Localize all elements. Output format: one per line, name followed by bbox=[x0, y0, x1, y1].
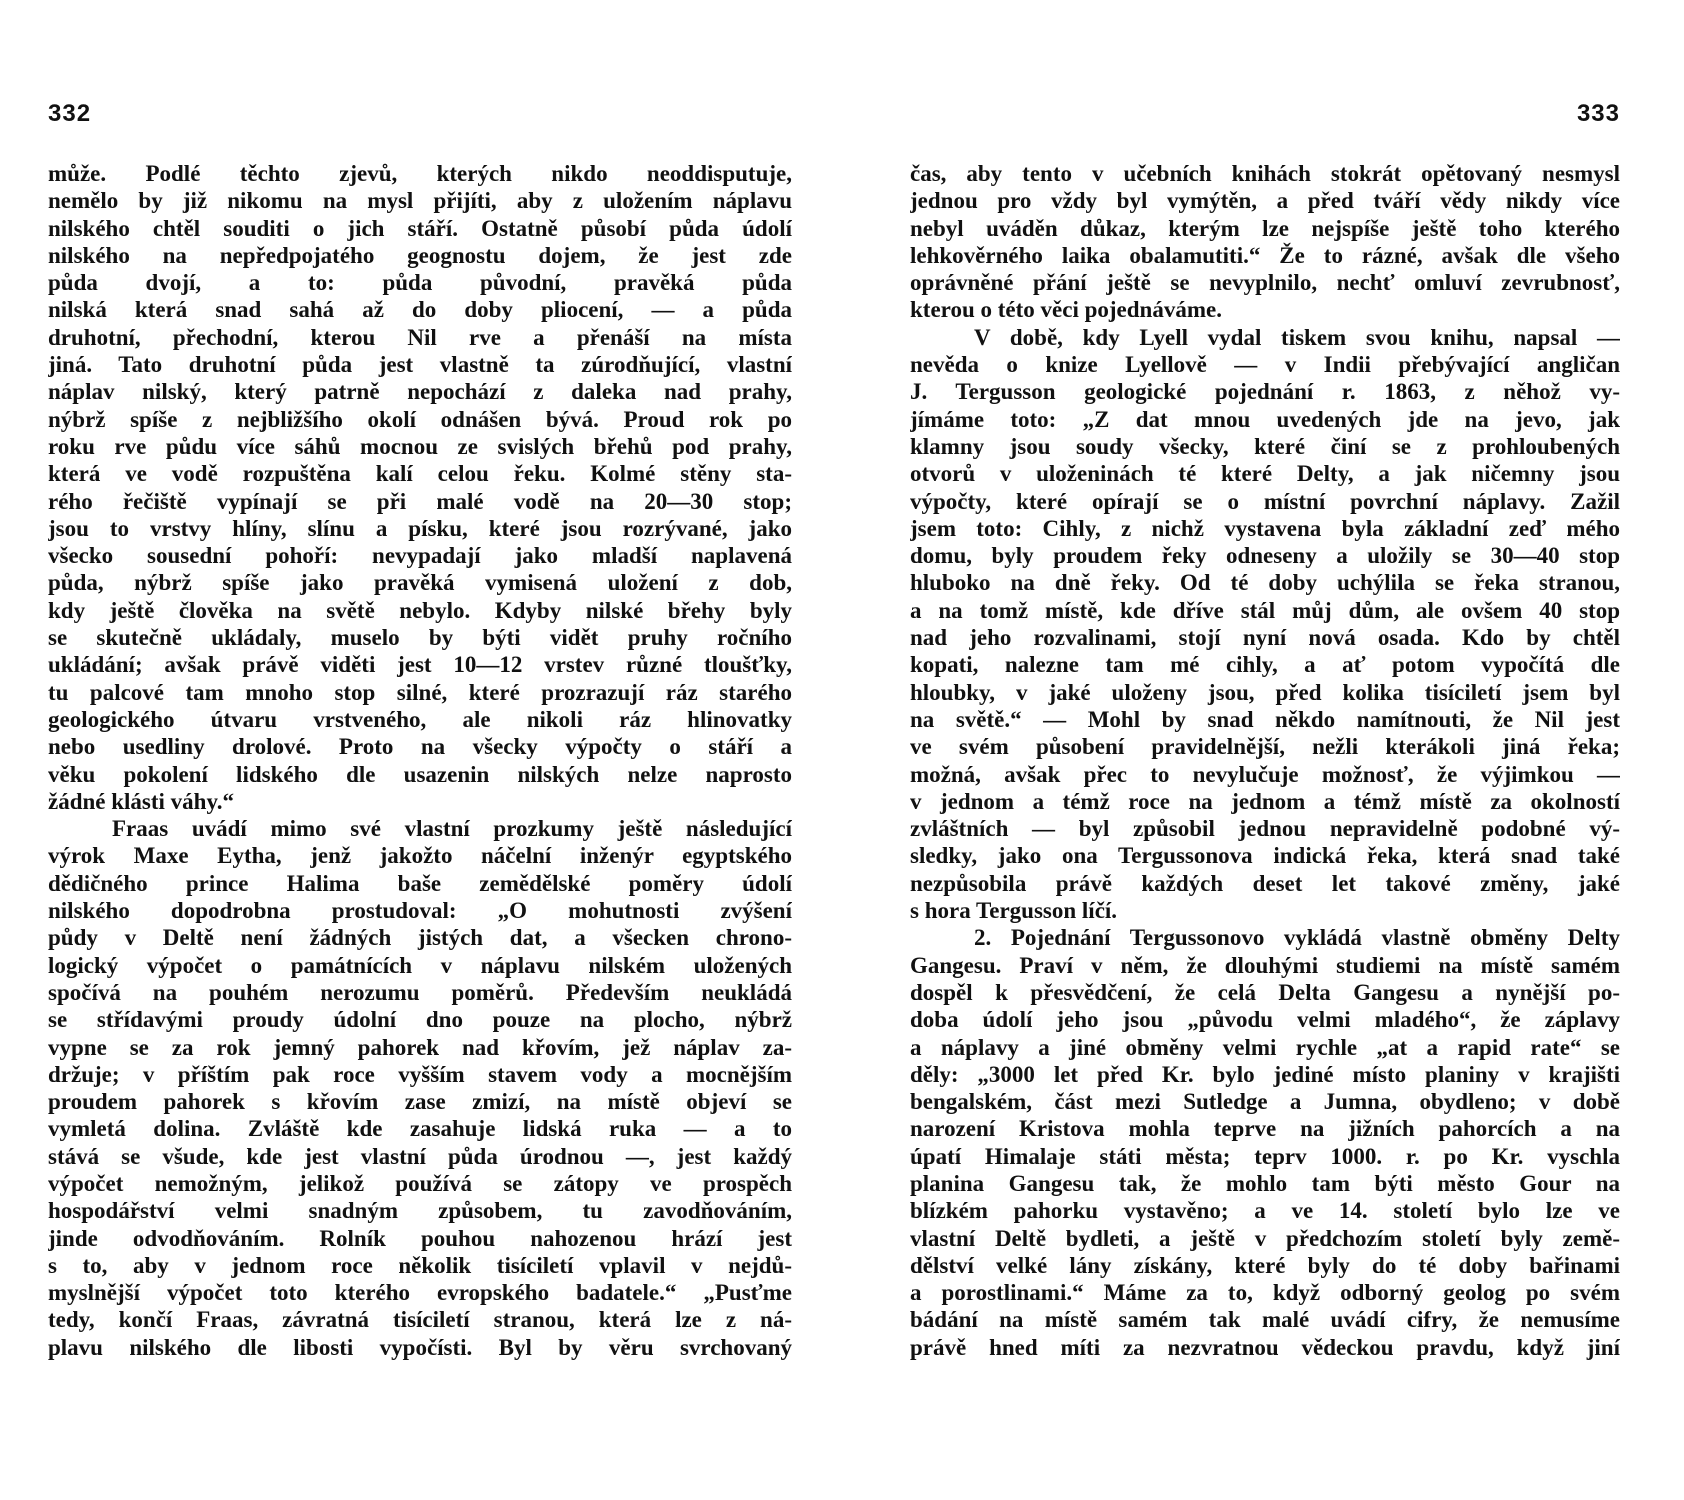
text-line: tu palcové tam mnoho stop silné, které prozrazují ráz starého bbox=[48, 679, 792, 705]
page-text bbox=[48, 160, 792, 1361]
text-line: půda dvojí, a to: půda původní, pravěká půda bbox=[48, 270, 792, 296]
text-line: jsou to vrstvy hlíny, slínu a písku, které jsou rozrývané, jako bbox=[48, 515, 792, 541]
text-line: tedy, končí Fraas, závratná tisíciletí stranou, která lze z ná- bbox=[48, 1307, 792, 1333]
text-line: nevěda o knize Lyellově — v Indii přebývající angličan bbox=[910, 352, 1620, 378]
text-line: V době, kdy Lyell vydal tiskem svou knihu, napsal — bbox=[974, 324, 1620, 350]
text-line: nemělo by již nikomu na mysl přijíti, aby z uložením náplavu bbox=[48, 188, 792, 214]
text-line: Fraas uvádí mimo své vlastní prozkumy ještě následující bbox=[112, 816, 792, 842]
text-line: hloubky, v jaké uloženy jsou, před kolika tisíciletí jsem byl bbox=[910, 679, 1620, 705]
text-line: a na tomž místě, kde dříve stál můj dům, ale ovšem 40 stop bbox=[910, 597, 1620, 623]
text-line: čas, aby tento v učebních knihách stokrát opětovaný nesmysl bbox=[910, 161, 1620, 186]
text-line: klamny jsou soudy všecky, které činí se z prohloubených bbox=[910, 433, 1620, 459]
text-line: s hora Tergusson líčí. bbox=[910, 898, 1118, 924]
text-line: ve svém působení pravidelnější, nežli kterákoli jiná řeka; bbox=[910, 734, 1620, 760]
text-line: bengalském, část mezi Sutledge a Jumna, obydleno; v době bbox=[910, 1089, 1620, 1115]
text-line: kdy ještě člověka na světě nebylo. Kdyby nilské břehy byly bbox=[48, 597, 792, 623]
text-line: roku rve půdu více sáhů mocnou ze svislých břehů pod prahy, bbox=[48, 433, 792, 459]
page-number: 333 bbox=[1576, 100, 1620, 127]
text-line: půda, nýbrž spíše jako pravěká vymisená uložení z dob, bbox=[48, 570, 792, 596]
text-line: ukládání; avšak právě viděti jest 10—12 vrstev různé tloušťky, bbox=[48, 652, 792, 678]
text-line: dělství velké lány získány, které byly do té doby bařinami bbox=[910, 1252, 1620, 1278]
text-line: nezpůsobila právě každých deset let takové změny, jaké bbox=[910, 870, 1620, 896]
text-line: která ve vodě rozpuštěna kalí celou řeku. Kolmé stěny sta- bbox=[48, 461, 792, 487]
text-line: nilského na nepředpojatého geognostu dojem, že jest zde bbox=[48, 242, 792, 268]
text-line: jímáme toto: „Z dat mnou uvedených jde na jevo, jak bbox=[910, 406, 1620, 432]
text-line: žádné klásti váhy.“ bbox=[48, 788, 234, 814]
text-line: myslnější výpočet toto kterého evropského badatele.“ „Pusťme bbox=[48, 1280, 792, 1306]
text-line: zvláštních — byl způsobil jednou nepravidelně podobné vý- bbox=[910, 816, 1620, 842]
text-line: jsem toto: Cihly, z nichž vystavena byla základní zeď mého bbox=[910, 515, 1620, 541]
text-line: nad jeho rozvalinami, stojí nyní nová osada. Kdo by chtěl bbox=[910, 625, 1620, 651]
text-line: děly: „3000 let před Kr. bylo jediné místo planiny v krajišti bbox=[910, 1061, 1620, 1087]
text-line: 2. Pojednání Tergussonovo vykládá vlastně obměny Delty bbox=[974, 925, 1620, 951]
text-line: blízkém pahorku vystavěno; a ve 14. století bylo lze ve bbox=[910, 1198, 1620, 1224]
text-line: držuje; v příštím pak roce vyšším stavem vody a mocnějším bbox=[48, 1061, 792, 1087]
text-line: spočívá na pouhém nerozumu poměrů. Především neukládá bbox=[48, 979, 792, 1005]
text-line: věku pokolení lidského dle usazenin nilských nelze naprosto bbox=[48, 761, 792, 787]
text-line: hluboko na dně řeky. Od té doby uchýlila se řeka stranou, bbox=[910, 570, 1620, 596]
text-line: geologického útvaru vrstveného, ale nikoli ráz hlinovatky bbox=[48, 706, 792, 732]
text-line: planina Gangesu tak, že mohlo tam býti město Gour na bbox=[910, 1170, 1620, 1196]
text-line: může. Podlé těchto zjevů, kterých nikdo neoddisputuje, bbox=[48, 161, 792, 186]
text-line: logický výpočet o památnících v náplavu nilském uložených bbox=[48, 952, 792, 978]
text-line: náplav nilský, který patrně nepochází z daleka nad prahy, bbox=[48, 379, 792, 405]
text-line: právě hned míti za nezvratnou vědeckou pravdu, když jiní bbox=[910, 1334, 1620, 1360]
text-line: výpočty, které opírají se o místní povrchní náplavy. Zažil bbox=[910, 488, 1620, 514]
text-line: dospěl k přesvědčení, že celá Delta Gangesu a nynější po- bbox=[910, 979, 1620, 1005]
text-line: nýbrž spíše z nejbližšího okolí odnášen bývá. Proud rok po bbox=[48, 406, 792, 432]
text-line: J. Tergusson geologické pojednání r. 1863, z něhož vy- bbox=[910, 379, 1620, 405]
text-line: se střídavými proudy údolní dno pouze na plocho, nýbrž bbox=[48, 1007, 792, 1033]
text-line: nilského chtěl souditi o jich stáří. Ostatně působí půda údolí bbox=[48, 215, 792, 241]
text-line: stává se všude, kde jest vlastní půda úrodnou —, jest každý bbox=[48, 1143, 792, 1169]
text-line: nebyl uváděn důkaz, kterým lze nejspíše ještě toho kterého bbox=[910, 215, 1620, 241]
text-line: jiná. Tato druhotní půda jest vlastně ta zúrodňující, vlastní bbox=[48, 352, 792, 378]
text-line: půdy v Deltě není žádných jistých dat, a všecken chrono- bbox=[48, 925, 792, 951]
text-line: na světě.“ — Mohl by snad někdo namítnouti, že Nil jest bbox=[910, 706, 1620, 732]
text-line: a náplavy a jiné obměny velmi rychle „at a rapid rate“ se bbox=[910, 1034, 1620, 1060]
text-line: s to, aby v jednom roce několik tisíciletí vplavil v nejdů- bbox=[48, 1252, 792, 1278]
text-line: oprávněné přání ještě se nevyplnilo, nechť omluví zevrubnosť, bbox=[910, 270, 1620, 296]
text-line: domu, byly proudem řeky odneseny a uložily se 30—40 stop bbox=[910, 543, 1620, 569]
text-line: výrok Maxe Eytha, jenž jakožto náčelní inženýr egyptského bbox=[48, 843, 792, 869]
left-page bbox=[48, 0, 792, 1500]
text-line: v jednom a témž roce na jednom a témž místě za okolností bbox=[910, 788, 1620, 814]
text-line: narození Kristova mohla teprve na jižních pahorcích a na bbox=[910, 1116, 1620, 1142]
text-line: možná, avšak přec to nevylučuje možnosť, že výjimkou — bbox=[910, 761, 1620, 787]
text-line: kopati, nalezne tam mé cihly, a ať potom vypočítá dle bbox=[910, 652, 1620, 678]
text-line: se skutečně ukládaly, muselo by býti vidět pruhy ročního bbox=[48, 625, 792, 651]
text-line: vymletá dolina. Zvláště kde zasahuje lidská ruka — a to bbox=[48, 1116, 792, 1142]
page-text bbox=[910, 160, 1620, 1361]
text-line: plavu nilského dle libosti vypočísti. Byl by věru svrchovaný bbox=[48, 1334, 792, 1360]
text-line: výpočet nemožným, jelikož používá se zátopy ve prospěch bbox=[48, 1170, 792, 1196]
text-line: jednou pro vždy byl vymýtěn, a před tváří vědy nikdy více bbox=[910, 188, 1620, 214]
text-line: proudem pahorek s křovím zase zmizí, na místě objeví se bbox=[48, 1089, 792, 1115]
text-line: rého řečiště vypínají se při malé vodě na 20—30 stop; bbox=[48, 488, 792, 514]
text-line: Gangesu. Praví v něm, že dlouhými studiemi na místě samém bbox=[910, 952, 1620, 978]
text-line: bádání na místě samém tak malé uvádí cifry, že nemusíme bbox=[910, 1307, 1620, 1333]
text-line: lehkověrného laika obalamutiti.“ Že to rázné, avšak dle všeho bbox=[910, 242, 1620, 268]
text-line: úpatí Himalaje státi města; teprv 1000. r. po Kr. vyschla bbox=[910, 1143, 1620, 1169]
text-line: a porostlinami.“ Máme za to, když odborný geolog po svém bbox=[910, 1280, 1620, 1306]
text-line: hospodářství velmi snadným způsobem, tu zavodňováním, bbox=[48, 1198, 792, 1224]
text-line: nilská která snad sahá až do doby pliocení, — a půda bbox=[48, 297, 792, 323]
text-line: sledky, jako ona Tergussonova indická řeka, která snad také bbox=[910, 843, 1620, 869]
right-page bbox=[910, 0, 1620, 1500]
text-line: kterou o této věci pojednáváme. bbox=[910, 297, 1222, 323]
text-line: druhotní, přechodní, kterou Nil rve a přenáší na místa bbox=[48, 324, 792, 350]
text-line: jinde odvodňováním. Rolník pouhou nahozenou hrází jest bbox=[48, 1225, 792, 1251]
text-line: doba údolí jeho jsou „původu velmi mladého“, že záplavy bbox=[910, 1007, 1620, 1033]
text-line: všecko sousední pohoří: nevypadají jako mladší naplavená bbox=[48, 543, 792, 569]
text-line: dědičného prince Halima baše zemědělské poměry údolí bbox=[48, 870, 792, 896]
page-number: 332 bbox=[48, 100, 92, 127]
text-line: nebo usedliny drolové. Proto na všecky výpočty o stáří a bbox=[48, 734, 792, 760]
text-line: nilského dopodrobna prostudoval: „O mohutnosti zvýšení bbox=[48, 898, 792, 924]
text-line: otvorů v uloženinách té které Delty, a jak ničemny jsou bbox=[910, 461, 1620, 487]
text-line: vlastní Deltě bydleti, a ještě v předchozím století byly země- bbox=[910, 1225, 1620, 1251]
text-line: vypne se za rok jemný pahorek nad křovím, jež náplav za- bbox=[48, 1034, 792, 1060]
